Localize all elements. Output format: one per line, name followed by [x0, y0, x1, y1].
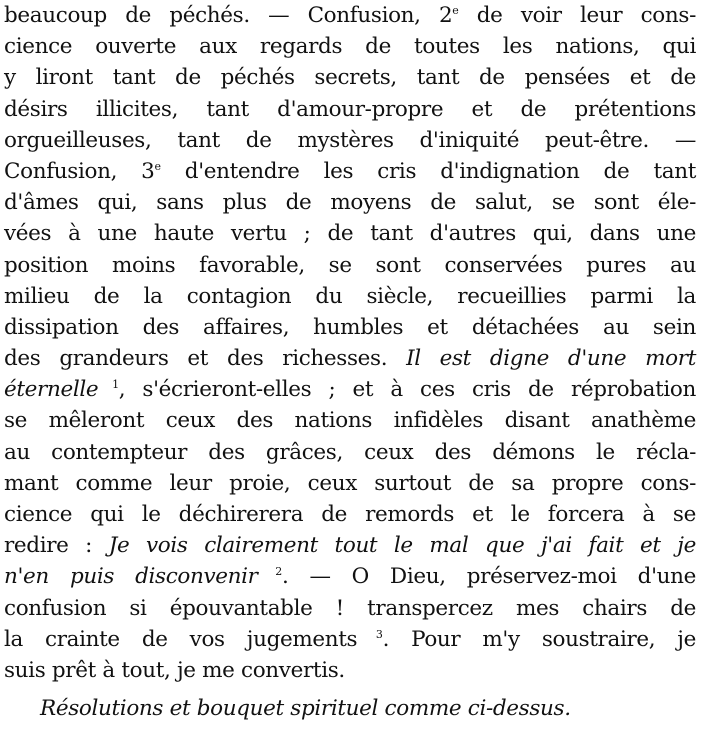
footnote-marker: 3	[357, 627, 383, 641]
text-line	[4, 343, 696, 374]
italic-text: Il est digne d'une mort	[406, 346, 696, 372]
text-line	[4, 374, 696, 405]
italic-text: n'en puis disconvenir	[4, 564, 258, 590]
text-segment: de voir leur cons-	[458, 3, 696, 28]
text-line	[4, 593, 696, 624]
text-segment: suis prêt à tout, je me convertis.	[4, 657, 345, 683]
italic-text: Je vois clairement tout le mal que j'ai fait et je	[108, 533, 696, 559]
footnote-marker: 2	[257, 565, 282, 579]
closing-line: Résolutions et bouquet spirituel comme ci-dessus.	[40, 696, 571, 722]
text-line	[4, 624, 696, 655]
text-segment: dissipation des affaires, humbles et détachées au sein	[4, 314, 696, 340]
text-line	[4, 468, 696, 499]
text-segment: beaucoup de péchés. — Confusion, 2	[4, 3, 453, 28]
text-segment: d'âmes qui, sans plus de moyens de salut, se sont éle-	[4, 190, 696, 216]
text-line	[4, 62, 696, 93]
text-segment: position moins favorable, se sont conservées pures au	[4, 252, 696, 278]
italic-text: éternelle	[4, 377, 99, 403]
text-line	[4, 655, 696, 686]
text-segment: milieu de la contagion du siècle, recueillies parmi la	[4, 283, 696, 309]
text-line	[4, 312, 696, 343]
text-segment: vées à une haute vertu ; de tant d'autres qui, dans une	[4, 221, 696, 247]
text-line	[4, 499, 696, 530]
text-segment: désirs illicites, tant d'amour-propre et de prétentions	[4, 96, 696, 122]
text-segment: d'entendre les cris d'indignation de tant	[160, 158, 696, 184]
text-line	[4, 125, 696, 156]
text-segment: la crainte de vos jugements	[4, 626, 358, 652]
text-line	[4, 187, 696, 218]
footnote-marker: 1	[98, 378, 119, 392]
text-line	[4, 250, 696, 281]
text-segment: . — O Dieu, préservez-moi d'une	[281, 564, 697, 590]
text-line	[4, 31, 696, 62]
text-line	[4, 218, 696, 249]
text-segment: cience qui le déchirerera de remords et le forcera à se	[4, 502, 696, 527]
text-segment: orgueilleuses, tant de mystères d'iniquité peut-être. —	[4, 127, 696, 153]
text-segment: confusion si épouvantable ! transpercez mes chairs de	[4, 595, 696, 621]
text-line	[4, 94, 696, 125]
body-paragraph	[4, 0, 696, 686]
text-segment: . Pour m'y soustraire, je	[382, 626, 696, 652]
text-line	[4, 281, 696, 312]
footnote-marker: e	[154, 159, 161, 173]
footnote-marker: e	[452, 4, 459, 17]
text-segment: cience ouverte aux regards de toutes les nations, qui	[4, 34, 696, 60]
text-segment: mant comme leur proie, ceux surtout de sa propre cons-	[4, 470, 696, 496]
text-segment: des grandeurs et des richesses.	[4, 346, 407, 372]
text-line	[4, 0, 696, 31]
text-segment: , s'écrieront-elles ; et à ces cris de réprobation	[118, 377, 696, 403]
text-line	[4, 561, 696, 592]
document-page	[4, 0, 696, 724]
text-segment: se mêleront ceux des nations infidèles disant anathème	[4, 408, 696, 434]
text-segment: y liront tant de péchés secrets, tant de pensées et de	[4, 65, 696, 91]
text-line	[4, 156, 696, 187]
text-line	[4, 405, 696, 436]
text-line	[4, 437, 696, 468]
text-segment: au contempteur des grâces, ceux des démons le récla-	[4, 439, 696, 465]
text-line	[4, 530, 696, 561]
text-segment: Confusion, 3	[4, 158, 155, 184]
text-segment: redire :	[4, 533, 109, 559]
